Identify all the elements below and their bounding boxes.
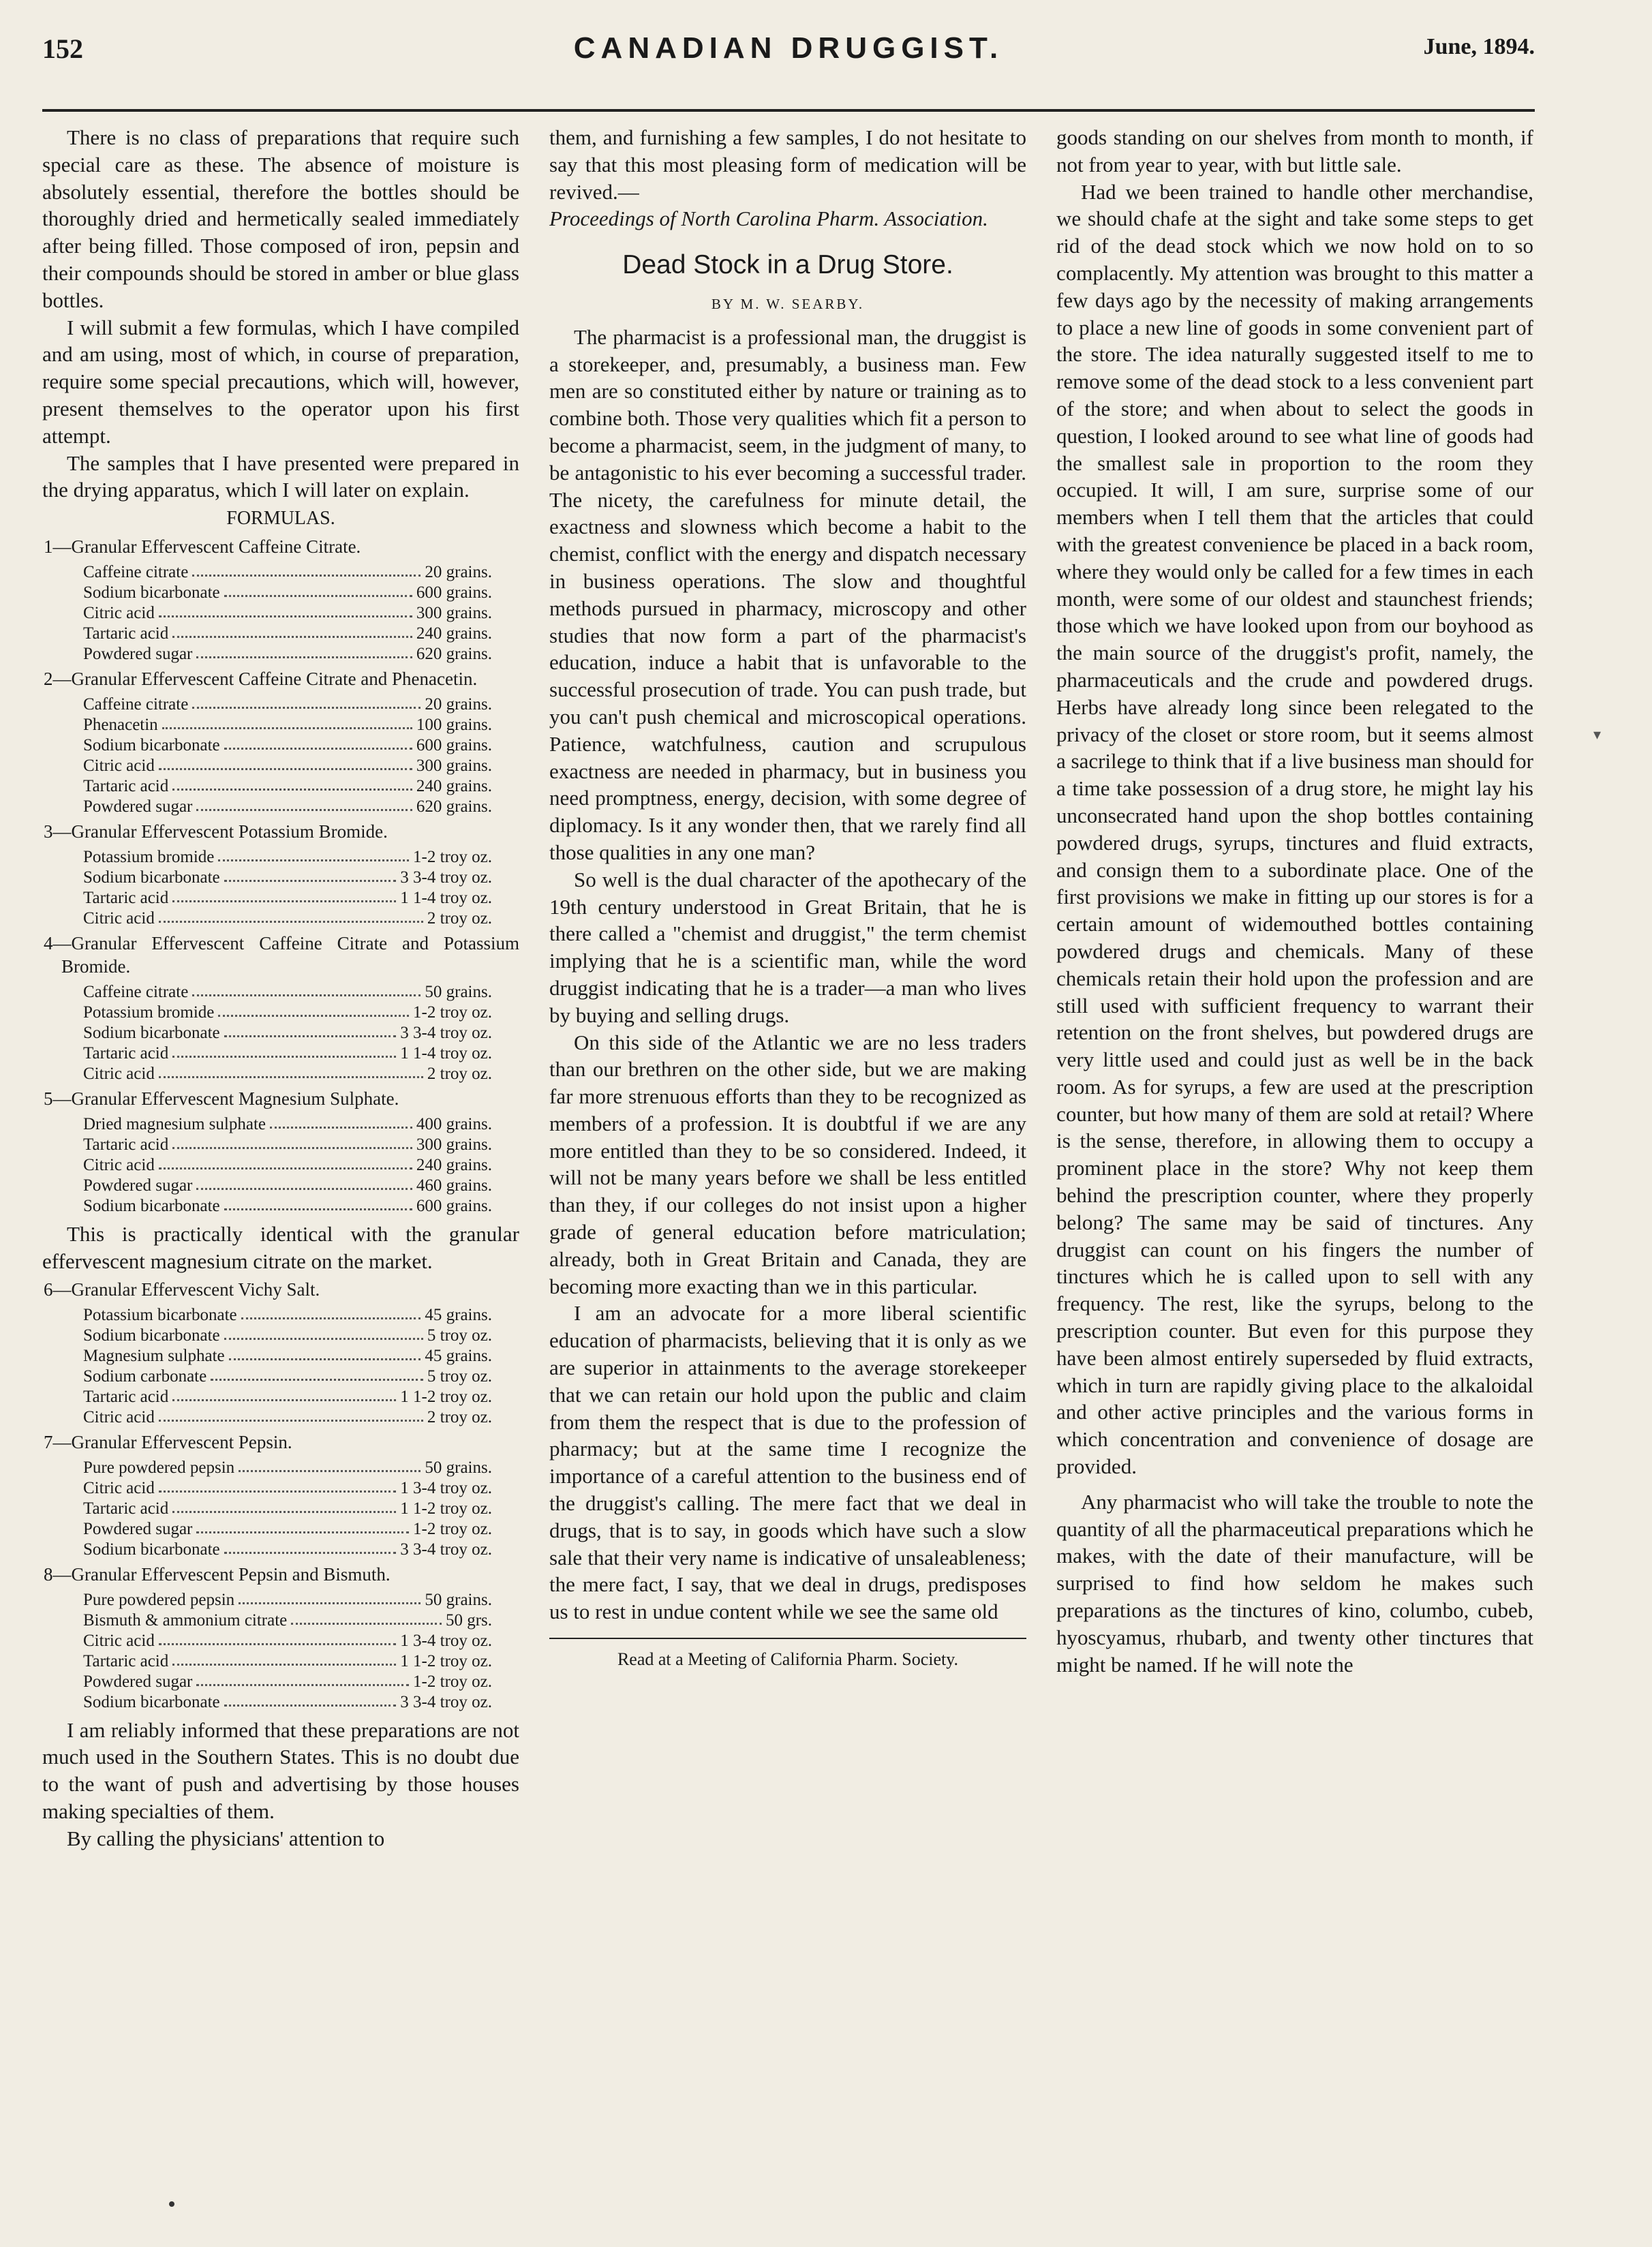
ingredient-amount: 300 grains.: [416, 1135, 492, 1154]
ingredient-amount: 2 troy oz.: [427, 1407, 492, 1426]
header-rule: [42, 109, 1535, 112]
ingredient-row: [42, 1499, 519, 1519]
ingredient-row: [42, 1387, 519, 1407]
paragraph: The pharmacist is a professional man, the druggist is a storekeeper, and, presumably, a business man. Few men are so constituted either by nature or training as to combine both. Those very qualities which fit a person to become a pharmacist, seem, in the judgment of many, to be antagonistic to his ever becoming a successful trader. The nicety, the carefulness for minute detail, the exactness and slowness which become a habit to the chemist, conflict with the energy and dispatch necessary in business operations. The slow and thoughtful methods pursued in pharmacy, microscopy and other studies that now form a part of the pharmacist's education, induce a habit that is unfavorable to the successful prosecution of trade. You can push trade, but you can't push chemical and microscopical operations. Patience, watchfulness, caution and scrupulous exactness are needed in pharmacy, but in business you need promptness, energy, decision, with some degree of diplomacy. Is it any wonder then, that we rarely find all those qualities in any one man?: [549, 324, 1026, 864]
ingredient-name: Tartaric acid: [83, 1499, 169, 1518]
ingredient-amount: 240 grains.: [416, 776, 492, 795]
ingredient-name: Sodium bicarbonate: [83, 735, 220, 754]
ingredient-name: Pure powdered pepsin: [83, 1590, 235, 1609]
leader-dots: [224, 735, 412, 750]
ingredient-amount: 1-2 troy oz.: [413, 1672, 492, 1691]
leader-dots: [224, 868, 397, 882]
ingredient-amount: 3 3-4 troy oz.: [400, 1023, 492, 1042]
ingredient-row: [42, 1023, 519, 1043]
ingredient-row: [42, 1114, 519, 1135]
leader-dots: [224, 1692, 397, 1707]
leader-dots: [224, 1196, 412, 1210]
ingredient-amount: 460 grains.: [416, 1176, 492, 1195]
ingredient-amount: 240 grains.: [416, 1155, 492, 1174]
ingredient-name: Sodium carbonate: [83, 1366, 207, 1386]
ingredient-amount: 1 3-4 troy oz.: [400, 1478, 492, 1497]
leader-dots: [196, 1519, 409, 1533]
leader-dots: [159, 1478, 396, 1493]
formula-title: 2—Granular Effervescent Caffeine Citrate and Phenacetin.: [44, 668, 478, 689]
journal-title: CANADIAN DRUGGIST.: [573, 31, 1004, 65]
leader-dots: [159, 1155, 412, 1170]
ingredient-row: [42, 1540, 519, 1560]
ingredient-name: Powdered sugar: [83, 1519, 193, 1538]
ingredient-amount: 1 1-2 troy oz.: [400, 1499, 492, 1518]
ingredient-row: [42, 908, 519, 929]
ingredient-name: Tartaric acid: [83, 1387, 169, 1406]
ingredient-row: [42, 1651, 519, 1672]
ingredient-row: [42, 888, 519, 908]
leader-dots: [159, 1407, 423, 1422]
leader-dots: [196, 1672, 409, 1686]
ingredient-name: Tartaric acid: [83, 624, 169, 643]
ingredient-amount: 600 grains.: [416, 735, 492, 754]
ingredient-name: Citric acid: [83, 1407, 155, 1426]
leader-dots: [224, 1540, 397, 1554]
ingredient-row: [42, 847, 519, 868]
ingredient-name: Powdered sugar: [83, 1672, 193, 1691]
leader-dots: [192, 562, 420, 577]
formulas-heading: FORMULAS.: [226, 508, 335, 530]
ingredient-amount: 2 troy oz.: [427, 908, 492, 928]
ingredient-name: Sodium bicarbonate: [83, 868, 220, 887]
ingredient-name: Sodium bicarbonate: [83, 583, 220, 602]
ingredient-name: Citric acid: [83, 1631, 155, 1650]
ingredient-name: Citric acid: [83, 908, 155, 928]
ingredient-name: Citric acid: [83, 1064, 155, 1083]
ingredient-amount: 1 1-2 troy oz.: [400, 1651, 492, 1670]
leader-dots: [172, 776, 412, 791]
formula-title: 3—Granular Effervescent Potassium Bromide.: [44, 821, 388, 842]
ingredient-row: [42, 694, 519, 715]
ingredient-row: [42, 1155, 519, 1176]
leader-dots: [172, 1043, 396, 1058]
leader-dots: [172, 888, 396, 902]
ingredient-amount: 5 troy oz.: [427, 1366, 492, 1386]
ingredient-row: [42, 1590, 519, 1610]
ingredient-amount: 620 grains.: [416, 797, 492, 816]
column-1: [42, 124, 519, 1852]
leader-dots: [192, 982, 420, 996]
paragraph: I am an advocate for a more liberal scientific education of pharmacists, believing that it is only as we are superior in attainments to the average storekeeper that we can retain our hold upon the public and claim from them the respect that is due to the profession of pharmacy; but at the same time I recognize the importance of a careful attention to the business end of the druggist's calling. The mere fact that we deal in drugs, that is to say, in goods which have such a slow sale that their very name is indicative of unsaleableness; the mere fact, I say, that we deal in drugs, predisposes us to rest in undue content while we see the same old: [549, 1301, 1026, 1624]
ingredient-row: [42, 797, 519, 817]
paragraph: I will submit a few formulas, which I have compiled and am using, most of which, in course of preparation, require some special precautions, which will, however, present themselves to the operator upon his first attempt.: [42, 315, 519, 448]
ingredient-amount: 300 grains.: [416, 603, 492, 622]
ingredient-amount: 50 grs.: [445, 1610, 492, 1630]
formula-title: 8—Granular Effervescent Pepsin and Bismuth.: [44, 1563, 391, 1585]
ingredient-row: [42, 644, 519, 664]
ingredient-amount: 600 grains.: [416, 1196, 492, 1215]
ingredient-name: Powdered sugar: [83, 644, 193, 663]
formula-block: [42, 1563, 519, 1713]
leader-dots: [211, 1366, 423, 1381]
leader-dots: [270, 1114, 412, 1129]
leader-dots: [241, 1305, 421, 1319]
ingredient-row: [42, 735, 519, 756]
formula-title: 6—Granular Effervescent Vichy Salt.: [44, 1279, 320, 1300]
footnote: Read at a Meeting of California Pharm. Society.: [549, 1638, 1026, 1673]
paragraph: Had we been trained to handle other merchandise, we should chafe at the sight and take some steps to get rid of the dead stock which we now hold on to so complacently. My attention was brought to this matter a few days ago by the necessity of making arrangements to place a new line of goods in some convenient part of the store. The idea naturally suggested itself to me to remove some of the dead stock to a less convenient part of the store; and when about to select the goods in question, I looked around to see what line of goods had the smallest sale in proportion to the room they occupied. It will, I am sure, surprise some of our members when I tell them that the articles that could with the greatest convenience be placed in a back room, where they would only be called for a few times in each month, were some of our oldest and staunchest friends; those which we have looked upon from our boyhood as the main source of the druggist's profit, namely, the pharmaceuticals and the crude and powdered drugs. Herbs have already long since been relegated to the privacy of the closet or store room, but it seems almost a sacrilege to think that if a live business man should for a time take possession of a drug store, he might lay his unconsecrated hand upon the shop bottles containing powdered drugs, syrups, tinctures and fluid extracts, and consign them to a subordinate place. One of the first provisions we make in fitting up our stores is for a certain amount of widemouthed bottles containing powdered drugs and chemicals. Many of these chemicals retain their hold upon the profession and are still used with sufficient frequency to warrant their retention on the front shelves, but powdered drugs are very little used and could just as well be in the back room. As for syrups, a few are used at the prescription counter, but how many of them are sold at retail? Where is the sense, therefore, in allowing them to occupy a prominent place in the store? Why not keep them behind the prescription counter, where they properly belong? The same may be said of tinctures. Any druggist can count on his fingers the number of tinctures which he is called upon to sell with any frequency. The rest, like the syrups, belong to the prescription counter. But even for this purpose they have been almost entirely superseded by fluid extracts, which in turn are rapidly giving place to the alkaloidal and other active principles and the various forms in which concentration and convenience of dosage are provided.: [1056, 179, 1533, 1479]
paragraph: them, and furnishing a few samples, I do not hesitate to say that this most pleasing form of medication will be revived.—: [549, 125, 1026, 204]
ingredient-name: Citric acid: [83, 1478, 155, 1497]
leader-dots: [162, 715, 412, 729]
ingredient-row: [42, 624, 519, 644]
ingredient-row: [42, 1135, 519, 1155]
print-speck: [169, 2201, 174, 2207]
ingredient-row: [42, 1610, 519, 1631]
ingredient-name: Bismuth & ammonium citrate: [83, 1610, 288, 1630]
source-citation: Proceedings of North Carolina Pharm. Association.: [549, 207, 988, 231]
leader-dots: [159, 756, 412, 770]
leader-dots: [172, 1651, 396, 1666]
ingredient-name: Phenacetin: [83, 715, 158, 734]
ingredient-row: [42, 1176, 519, 1196]
ingredient-name: Potassium bromide: [83, 847, 215, 866]
leader-dots: [196, 1176, 412, 1190]
ingredient-row: [42, 1458, 519, 1478]
ingredient-amount: 50 grains.: [425, 1458, 492, 1477]
paragraph: By calling the physicians' attention to: [67, 1826, 385, 1850]
paragraph: There is no class of preparations that require such special care as these. The absence of moisture is absolutely essential, therefore the bottles should be thoroughly dried and hermetically sealed immediately after being filled. Those composed of iron, pepsin and their compounds should be stored in amber or blue glass bottles.: [42, 125, 519, 312]
ingredient-amount: 50 grains.: [425, 1590, 492, 1609]
ingredient-row: [42, 715, 519, 735]
ingredient-row: [42, 1366, 519, 1387]
margin-mark: ▾: [1593, 726, 1602, 743]
paragraph: On this side of the Atlantic we are no less traders than our brethren on the other side, but we are making far more strenuous efforts than they to be recognized as members of a profession. It is doubtful if we are any more entitled than they to be so considered. Indeed, it will not be many years before we shall be less entitled than they, if our colleges do not insist upon a higher grade of general education before matriculation; already, both in Great Britain and Canada, they are becoming more exacting than we in this particular.: [549, 1030, 1026, 1298]
ingredient-row: [42, 1519, 519, 1540]
leader-dots: [172, 624, 412, 638]
formula-title: 5—Granular Effervescent Magnesium Sulphate.: [44, 1088, 399, 1109]
ingredient-name: Caffeine citrate: [83, 562, 189, 581]
ingredient-amount: 100 grains.: [416, 715, 492, 734]
ingredient-row: [42, 583, 519, 603]
ingredient-row: [42, 1631, 519, 1651]
formula-title: 7—Granular Effervescent Pepsin.: [44, 1431, 292, 1452]
leader-dots: [159, 603, 412, 617]
ingredient-row: [42, 776, 519, 797]
leader-dots: [218, 847, 409, 861]
ingredient-name: Tartaric acid: [83, 1043, 169, 1063]
issue-date: June, 1894.: [1423, 34, 1535, 59]
ingredient-name: Tartaric acid: [83, 888, 169, 907]
leader-dots: [196, 644, 412, 658]
ingredient-row: [42, 1407, 519, 1428]
ingredient-row: [42, 982, 519, 1003]
ingredient-name: Tartaric acid: [83, 1651, 169, 1670]
ingredient-amount: 50 grains.: [425, 982, 492, 1001]
formula-title: 1—Granular Effervescent Caffeine Citrate.: [44, 536, 361, 557]
ingredient-row: [42, 1326, 519, 1346]
formula-list: [42, 1278, 519, 1713]
formula-block: [42, 932, 519, 1084]
ingredient-row: [42, 1692, 519, 1713]
ingredient-amount: 1 1-2 troy oz.: [400, 1387, 492, 1406]
ingredient-row: [42, 562, 519, 583]
formula-block: [42, 1087, 519, 1217]
ingredient-amount: 1-2 troy oz.: [413, 847, 492, 866]
ingredient-amount: 1 3-4 troy oz.: [400, 1631, 492, 1650]
leader-dots: [192, 694, 420, 709]
ingredient-row: [42, 1305, 519, 1326]
leader-dots: [159, 908, 423, 923]
leader-dots: [172, 1387, 396, 1401]
ingredient-name: Magnesium sulphate: [83, 1346, 225, 1365]
column-2: [549, 124, 1026, 1670]
ingredient-amount: 20 grains.: [425, 562, 492, 581]
leader-dots: [224, 1326, 423, 1340]
page-header: [42, 27, 1535, 75]
ingredient-row: [42, 1672, 519, 1692]
ingredient-row: [42, 603, 519, 624]
ingredient-amount: 620 grains.: [416, 644, 492, 663]
ingredient-name: Caffeine citrate: [83, 982, 189, 1001]
leader-dots: [172, 1135, 412, 1149]
ingredient-name: Citric acid: [83, 603, 155, 622]
ingredient-name: Sodium bicarbonate: [83, 1023, 220, 1042]
paragraph: So well is the dual character of the apothecary of the 19th century understood in Great Britain, that he is there called a "chemist and druggist," the term chemist implying that he is a scientific man, while the word druggist indicating that he is a trader—a man who lives by buying and selling drugs.: [549, 867, 1026, 1027]
formula-block: [42, 1431, 519, 1560]
leader-dots: [239, 1590, 420, 1604]
ingredient-name: Sodium bicarbonate: [83, 1540, 220, 1559]
leader-dots: [172, 1499, 396, 1513]
ingredient-name: Pure powdered pepsin: [83, 1458, 235, 1477]
ingredient-amount: 600 grains.: [416, 583, 492, 602]
ingredient-amount: 3 3-4 troy oz.: [400, 868, 492, 887]
formula-block: [42, 535, 519, 664]
leader-dots: [224, 1023, 397, 1037]
ingredient-name: Caffeine citrate: [83, 694, 189, 714]
ingredient-amount: 1-2 troy oz.: [413, 1519, 492, 1538]
ingredient-name: Sodium bicarbonate: [83, 1692, 220, 1711]
paragraph: The samples that I have presented were prepared in the drying apparatus, which I will later on explain.: [42, 450, 519, 502]
ingredient-name: Citric acid: [83, 1155, 155, 1174]
ingredient-row: [42, 1346, 519, 1366]
formula-title: 4—Granular Effervescent Caffeine Citrate and Potassium Bromide.: [44, 932, 519, 977]
ingredient-name: Potassium bicarbonate: [83, 1305, 237, 1324]
article-title: Dead Stock in a Drug Store.: [622, 250, 953, 280]
ingredient-name: Citric acid: [83, 756, 155, 775]
leader-dots: [291, 1610, 442, 1625]
leader-dots: [196, 797, 412, 811]
paragraph: Any pharmacist who will take the trouble to note the quantity of all the pharmaceutical preparations which he makes, with the date of their manufacture, will be surprised to find how seldom he makes such preparations as the tinctures of kino, columbo, cubeb, hyoscyamus, rhubarb, and twenty other tinctures that might be named. If he will note the: [1056, 1489, 1533, 1677]
ingredient-amount: 20 grains.: [425, 694, 492, 714]
leader-dots: [159, 1631, 396, 1645]
ingredient-amount: 1 1-4 troy oz.: [400, 888, 492, 907]
ingredient-amount: 45 grains.: [425, 1305, 492, 1324]
ingredient-row: [42, 1043, 519, 1064]
ingredient-row: [42, 1064, 519, 1084]
formula-block: [42, 667, 519, 817]
ingredient-row: [42, 1196, 519, 1217]
ingredient-name: Dried magnesium sulphate: [83, 1114, 266, 1133]
ingredient-name: Powdered sugar: [83, 797, 193, 816]
ingredient-amount: 3 3-4 troy oz.: [400, 1692, 492, 1711]
ingredient-amount: 300 grains.: [416, 756, 492, 775]
ingredient-row: [42, 868, 519, 888]
ingredient-row: [42, 756, 519, 776]
page-number: 152: [42, 33, 83, 64]
ingredient-name: Sodium bicarbonate: [83, 1196, 220, 1215]
leader-dots: [224, 583, 412, 597]
ingredient-amount: 45 grains.: [425, 1346, 492, 1365]
formula-block: [42, 1278, 519, 1428]
ingredient-name: Sodium bicarbonate: [83, 1326, 220, 1345]
paragraph: goods standing on our shelves from month to month, if not from year to year, with but little sale.: [1056, 125, 1533, 177]
column-3: [1056, 124, 1533, 1678]
ingredient-amount: 1 1-4 troy oz.: [400, 1043, 492, 1063]
leader-dots: [218, 1003, 409, 1017]
ingredient-amount: 400 grains.: [416, 1114, 492, 1133]
ingredient-row: [42, 1003, 519, 1023]
byline: BY M. W. SEARBY.: [711, 295, 865, 312]
formula-list: [42, 535, 519, 1217]
ingredient-amount: 2 troy oz.: [427, 1064, 492, 1083]
ingredient-amount: 240 grains.: [416, 624, 492, 643]
ingredient-amount: 3 3-4 troy oz.: [400, 1540, 492, 1559]
formula-block: [42, 820, 519, 929]
ingredient-name: Tartaric acid: [83, 776, 169, 795]
ingredient-row: [42, 1478, 519, 1499]
ingredient-name: Tartaric acid: [83, 1135, 169, 1154]
leader-dots: [159, 1064, 423, 1078]
ingredient-amount: 5 troy oz.: [427, 1326, 492, 1345]
paragraph: This is practically identical with the granular effervescent magnesium citrate on the market.: [42, 1221, 519, 1273]
ingredient-name: Potassium bromide: [83, 1003, 215, 1022]
leader-dots: [239, 1458, 420, 1472]
leader-dots: [229, 1346, 421, 1360]
paragraph: I am reliably informed that these preparations are not much used in the Southern States. This is no doubt due to the want of push and advertising by those houses making specialties of them.: [42, 1717, 519, 1823]
ingredient-name: Powdered sugar: [83, 1176, 193, 1195]
ingredient-amount: 1-2 troy oz.: [413, 1003, 492, 1022]
